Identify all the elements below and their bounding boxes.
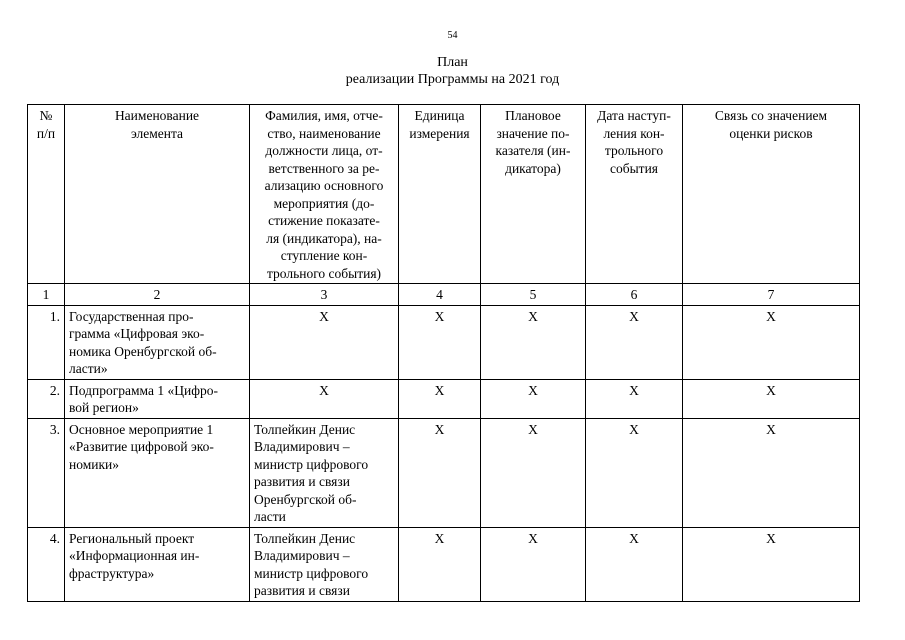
index-cell: 6 [586, 284, 683, 306]
title-line-2: реализации Программы на 2021 год [345, 72, 560, 87]
row-num: 2. [28, 379, 65, 418]
index-cell: 7 [683, 284, 860, 306]
row-unit: Х [399, 305, 481, 379]
row-responsible: Толпейкин Денис Владимирович – министр цифрового развития и связи [250, 527, 399, 601]
page-number: 54 [447, 30, 458, 41]
table-row [28, 527, 860, 601]
index-cell: 1 [28, 284, 65, 306]
index-cell: 4 [399, 284, 481, 306]
title-line-1: План [437, 55, 468, 70]
row-responsible: Толпейкин Денис Владимирович – министр цифрового развития и связи Оренбургской об- ласти [250, 418, 399, 527]
row-risk: Х [683, 418, 860, 527]
row-name: Государственная про- грамма «Цифровая эко- номика Оренбургской об- ласти» [65, 305, 250, 379]
row-num: 1. [28, 305, 65, 379]
row-risk: Х [683, 527, 860, 601]
plan-table [27, 104, 860, 602]
row-planned: Х [481, 305, 586, 379]
row-name: Региональный проект «Информационная ин- фраструктура» [65, 527, 250, 601]
header-num: № п/п [28, 105, 65, 284]
row-num: 4. [28, 527, 65, 601]
document-title [0, 54, 905, 88]
row-date: Х [586, 305, 683, 379]
header-unit: Единица измерения [399, 105, 481, 284]
table-row [28, 418, 860, 527]
row-risk: Х [683, 305, 860, 379]
header-planned: Плановое значение по- казателя (ин- дикатора) [481, 105, 586, 284]
row-risk: Х [683, 379, 860, 418]
row-unit: Х [399, 379, 481, 418]
header-date: Дата наступ- ления кон- трольного события [586, 105, 683, 284]
header-responsible: Фамилия, имя, отче- ство, наименование должности лица, от- ветственного за ре- ализацию основного мероприятия (до- стижение показате- ля (индикатора), на- ступление кон- трольного события) [250, 105, 399, 284]
row-responsible: Х [250, 305, 399, 379]
row-date: Х [586, 418, 683, 527]
table-header-row [28, 105, 860, 284]
row-date: Х [586, 527, 683, 601]
row-name: Подпрограмма 1 «Цифро- вой регион» [65, 379, 250, 418]
table-row [28, 379, 860, 418]
row-planned: Х [481, 418, 586, 527]
table-index-row [28, 284, 860, 306]
row-unit: Х [399, 527, 481, 601]
row-num: 3. [28, 418, 65, 527]
row-responsible: Х [250, 379, 399, 418]
row-planned: Х [481, 527, 586, 601]
index-cell: 2 [65, 284, 250, 306]
row-unit: Х [399, 418, 481, 527]
header-risk: Связь со значением оценки рисков [683, 105, 860, 284]
row-name: Основное мероприятие 1 «Развитие цифровой эко- номики» [65, 418, 250, 527]
header-name: Наименование элемента [65, 105, 250, 284]
row-date: Х [586, 379, 683, 418]
row-planned: Х [481, 379, 586, 418]
index-cell: 3 [250, 284, 399, 306]
index-cell: 5 [481, 284, 586, 306]
table-row [28, 305, 860, 379]
